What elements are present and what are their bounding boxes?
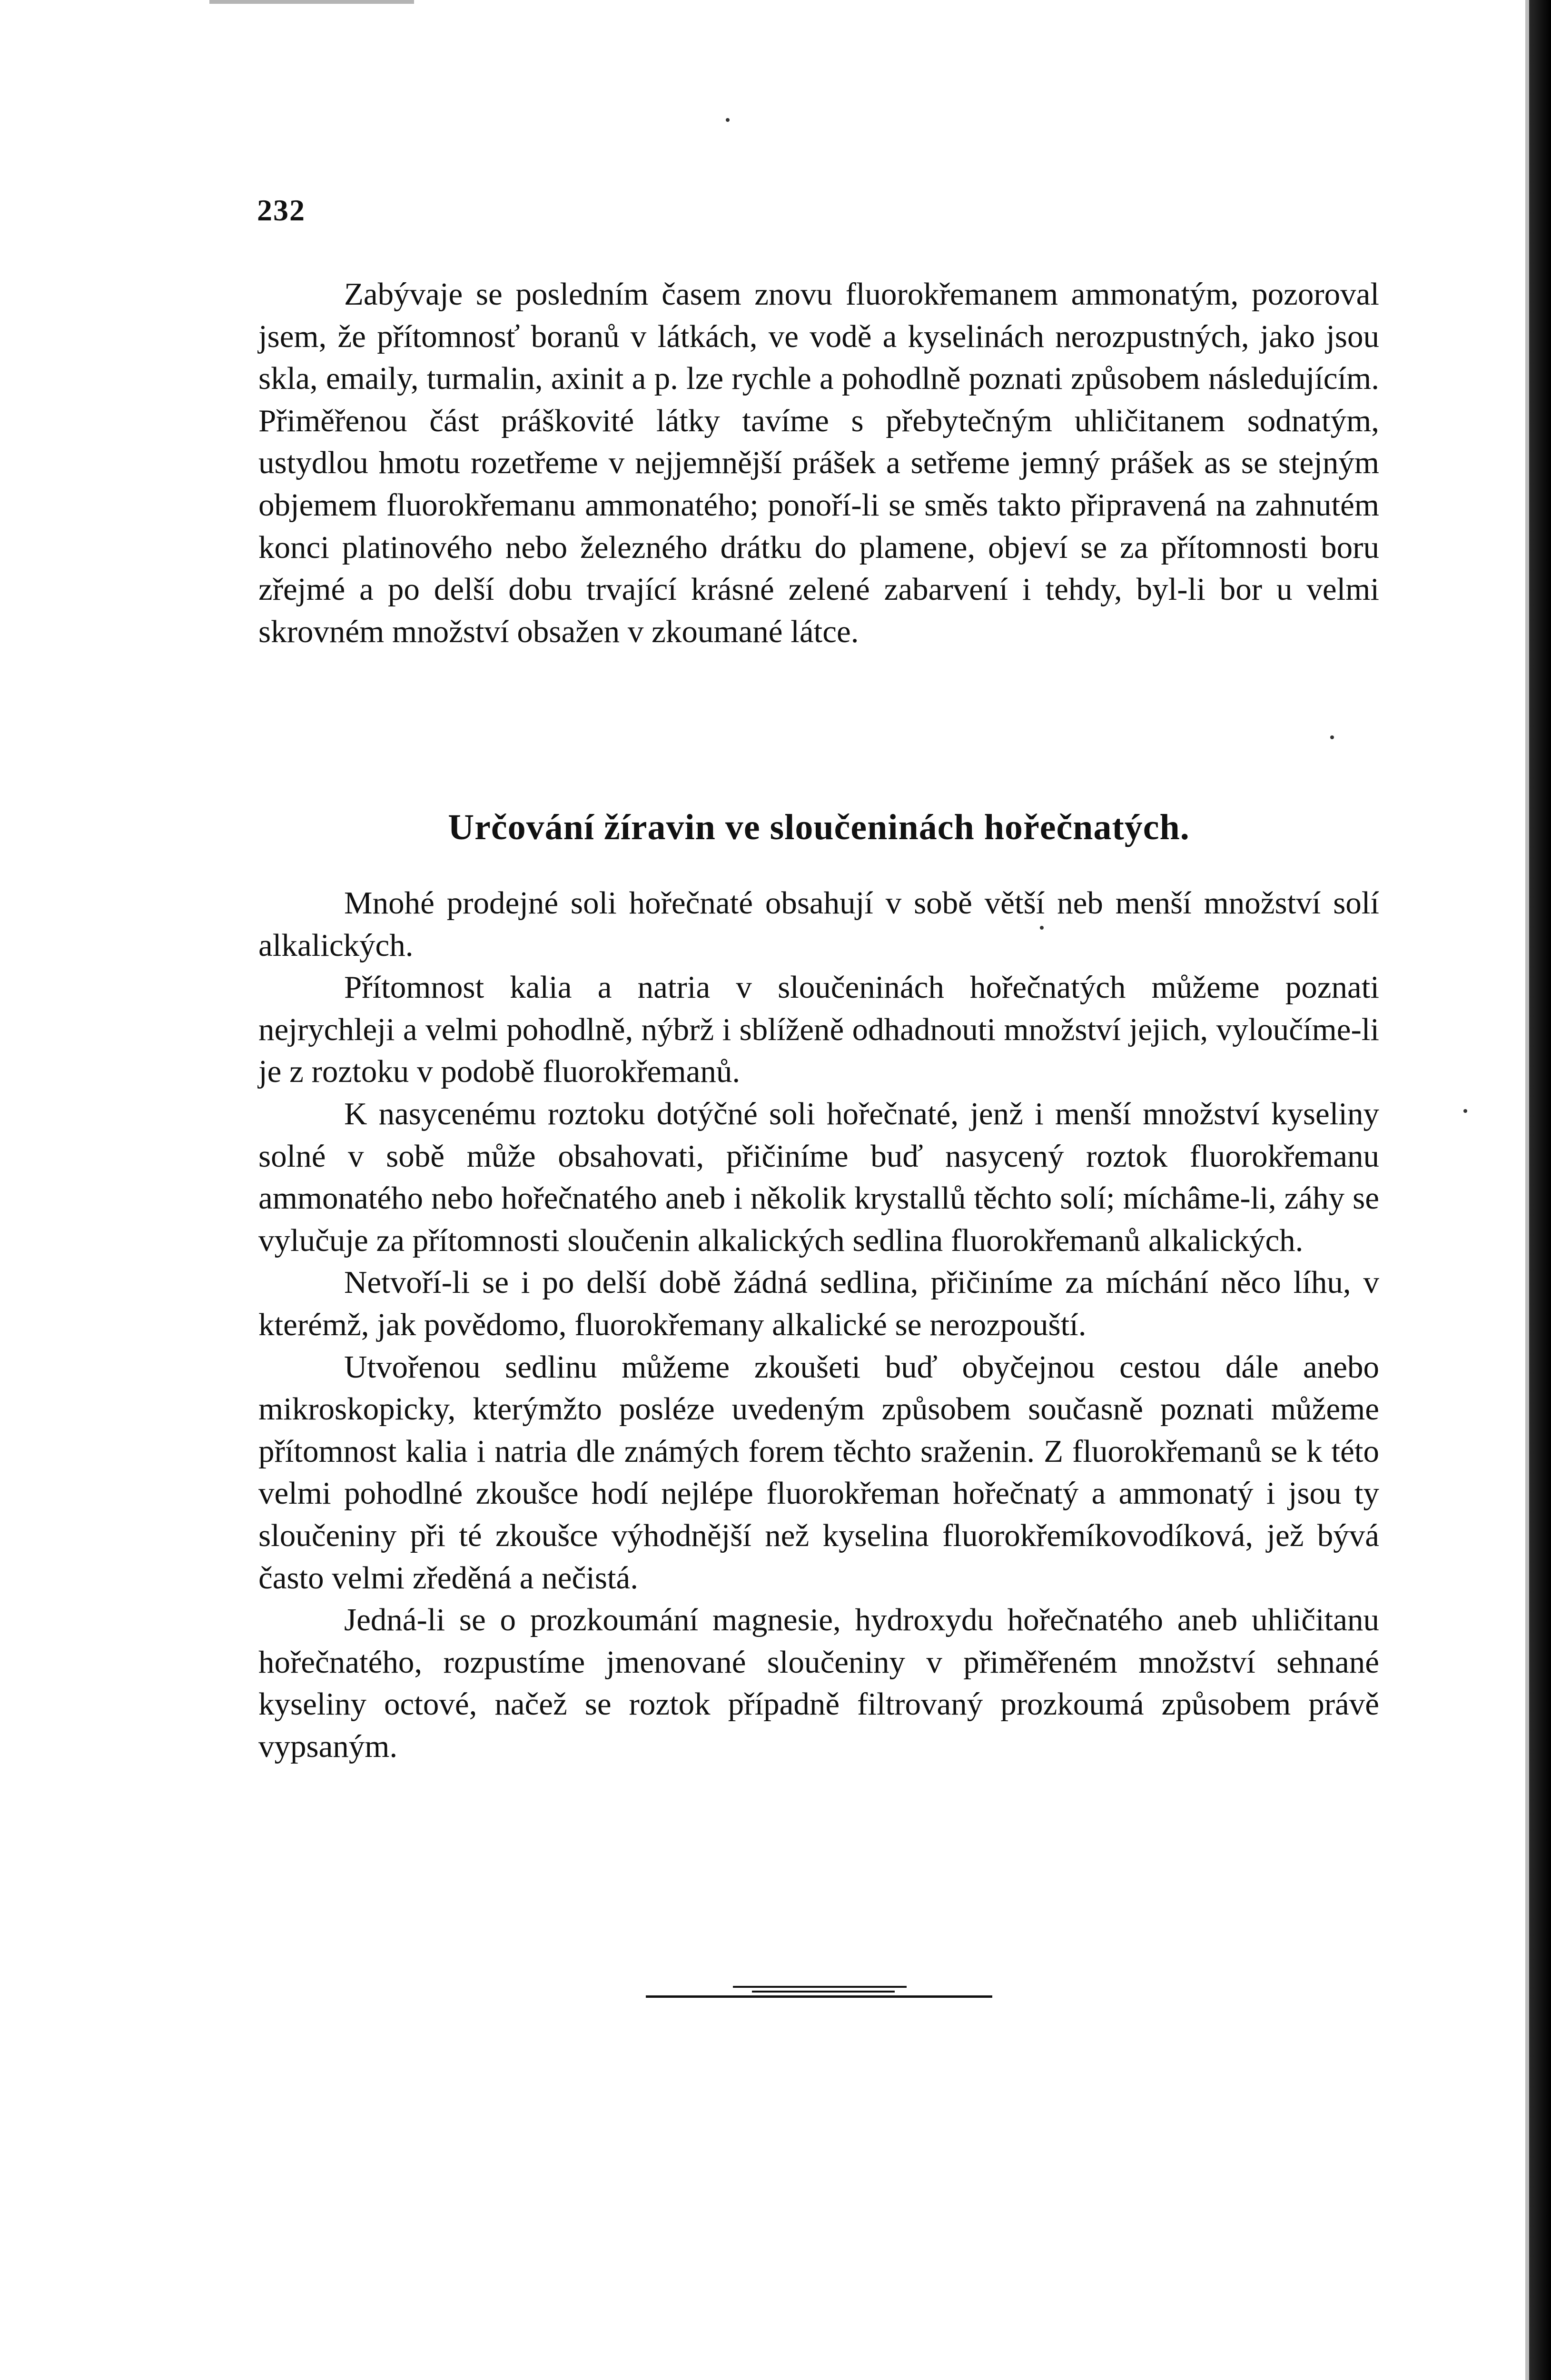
- scan-border: [1529, 0, 1551, 2380]
- paragraph: Přítomnost kalia a natria v sloučeninách hořečnatých můžeme poznati nejrychleji a velmi pohodlně, nýbrž i sblíženě odhadnouti množství jejich, vyloučíme-li je z roztoku v podobě fluorokřemanů.: [258, 970, 1379, 1090]
- end-rule-middle: [752, 1991, 895, 1993]
- scan-smudge: [209, 0, 414, 4]
- section-heading: Určování žíravin ve sloučeninách hořečnatých.: [448, 807, 1190, 847]
- scan-speck: [1040, 926, 1044, 930]
- scan-speck: [1463, 1109, 1467, 1113]
- paragraph: Zabývaje se posledním časem znovu fluorokřemanem ammonatým, pozoroval jsem, že přítomnosť boranů v látkách, ve vodě a kyselinách nerozpustných, jako jsou skla, emaily, turmalin, axinit a p. lze rychle a pohodlně poznati způsobem následujícím. Přiměřenou část práškovité látky tavíme s přebytečným uhličitanem sodnatým, ustydlou hmotu rozetřeme v nejjemnější prášek a setřeme jemný prášek as se stejným objemem fluorokřemanu ammonatého; ponoří-li se směs takto připravená na zahnutém konci platinového nebo železného drátku do plamene, objeví se za přítomnosti boru zřejmé a po delší dobu trvající krásné zelené zabarvení i tehdy, byl-li bor u velmi skrovném množství obsažen v zkoumané látce.: [258, 277, 1379, 649]
- intro-text: [258, 273, 1379, 653]
- section-text: [258, 882, 1379, 1767]
- paragraph: Netvoří-li se i po delší době žádná sedlina, přičiníme za míchání něco líhu, v kterémž, jak povědomo, fluorokřemany alkalické se nerozpouští.: [258, 1265, 1379, 1342]
- page-number: 232: [257, 193, 306, 227]
- paragraph: K nasycenému roztoku dotýčné soli hořečnaté, jenž i menší množství kyseliny solné v sobě může obsahovati, přičiníme buď nasycený roztok fluorokřemanu ammonatého nebo hořečnatého aneb i několik krystallů těchto solí; míchâme-li, záhy se vylučuje za přítomnosti sloučenin alkalických sedlina fluorokřemanů alkalických.: [258, 1096, 1379, 1258]
- paragraph: Utvořenou sedlinu můžeme zkoušeti buď obyčejnou cestou dále anebo mikroskopicky, kterýmžto posléze uvedeným způsobem současně poznati můžeme přítomnost kalia i natria dle známých forem těchto sraženin. Z fluorokřemanů se k této velmi pohodlné zkoušce hodí nejlépe fluorokřeman hořečnatý a ammonatý i jsou ty sloučeniny při té zkoušce výhodnější než kyselina fluorokřemíkovodíková, jež bývá často velmi zředěná a nečistá.: [258, 1349, 1379, 1596]
- paragraph: Jedná-li se o prozkoumání magnesie, hydroxydu hořečnatého aneb uhličitanu hořečnatého, rozpustíme jmenované sloučeniny v přiměřeném množství sehnané kyseliny octové, načež se roztok případně filtrovaný prozkoumá způsobem právě vypsaným.: [258, 1602, 1379, 1764]
- scan-speck: [1330, 735, 1334, 739]
- page-edge-shadow: [1525, 0, 1529, 2380]
- paragraph: Mnohé prodejné soli hořečnaté obsahují v sobě větší neb menší množství solí alkalických.: [258, 885, 1379, 963]
- end-rule: [646, 1995, 992, 1998]
- scan-speck: [726, 118, 730, 122]
- end-rule-upper: [733, 1986, 907, 1988]
